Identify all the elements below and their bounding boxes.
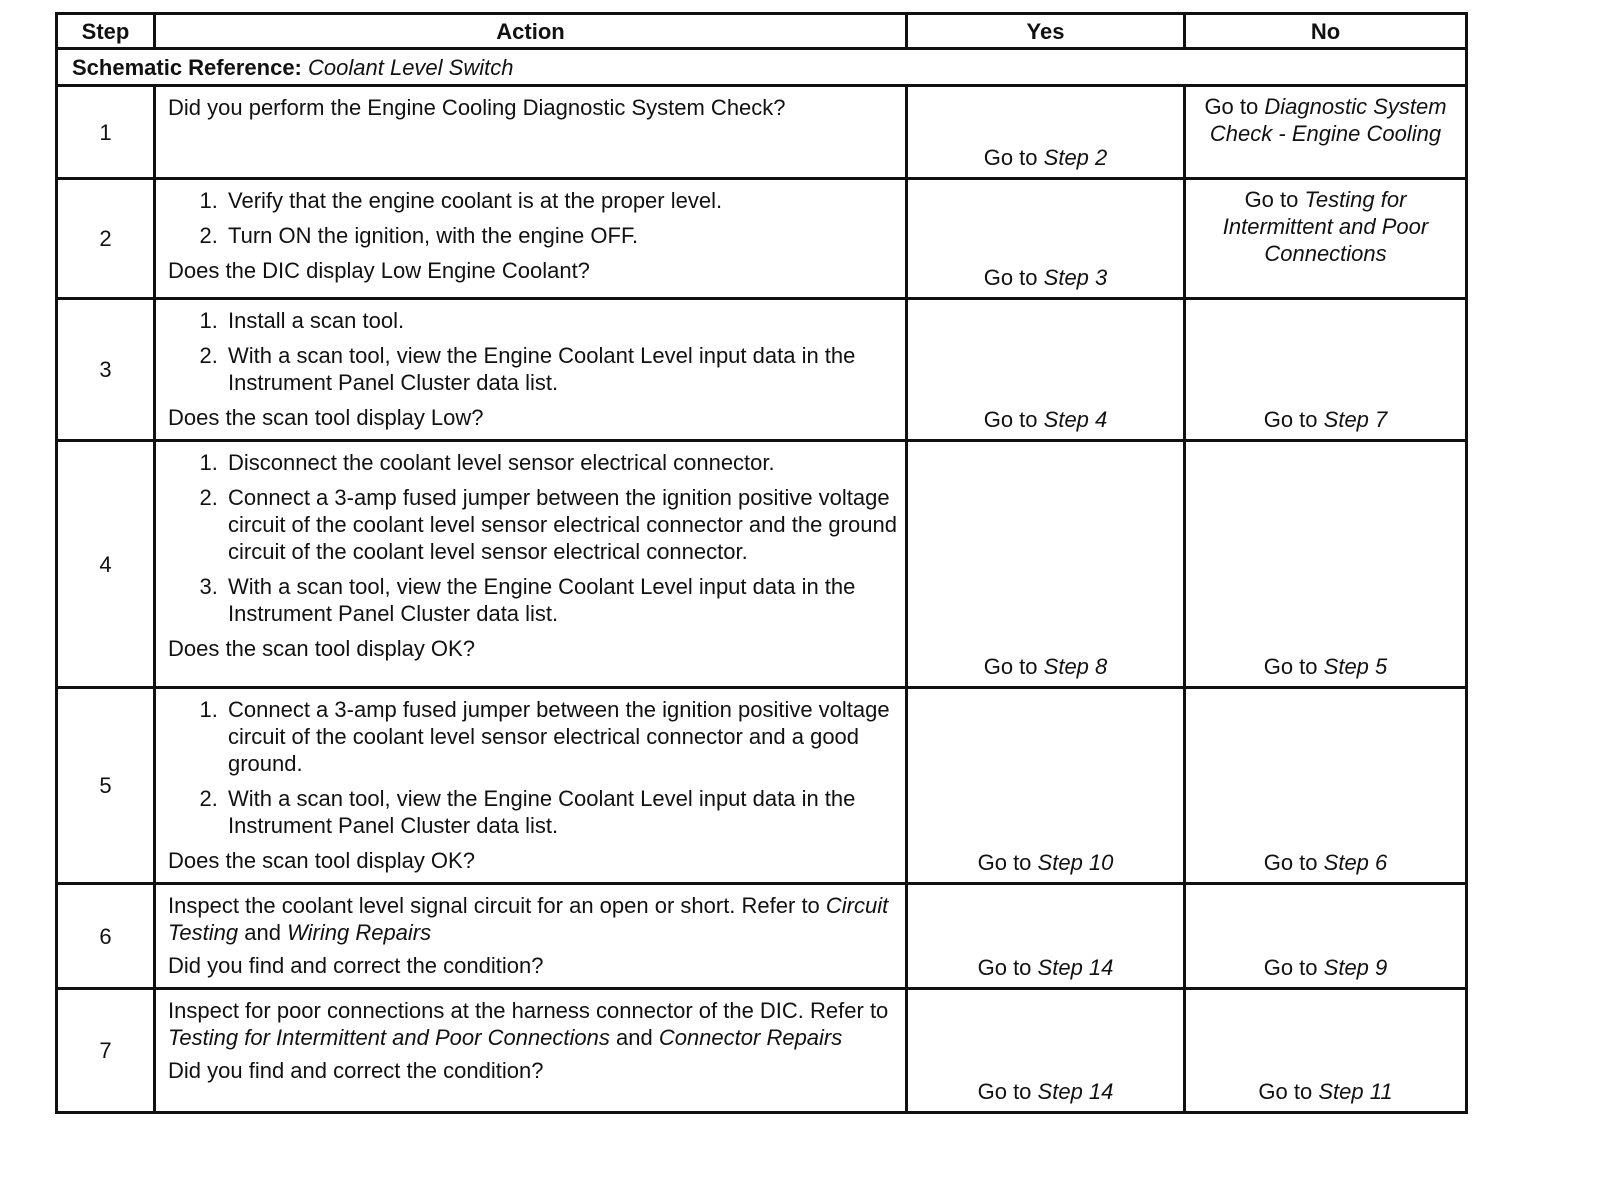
paragraph-text: Inspect the coolant level signal circuit for an open or short. Refer to (168, 893, 826, 918)
schematic-reference-value: Coolant Level Switch (308, 54, 514, 80)
yes-target: Step 14 (1037, 955, 1114, 980)
no-target: Testing for Intermittent and Poor Connections (1222, 187, 1429, 266)
no-target: Step 11 (1318, 1079, 1393, 1104)
table-row (57, 299, 1467, 441)
no-cell (1185, 441, 1467, 688)
table-row (57, 884, 1467, 989)
action-question: Does the scan tool display OK? (168, 636, 475, 661)
action-cell (155, 299, 907, 441)
action-question: Does the scan tool display Low? (168, 405, 484, 430)
no-target: Step 7 (1323, 407, 1388, 432)
reference-link-text: Circuit Testing (168, 893, 889, 945)
table-row (57, 179, 1467, 299)
yes-cell (907, 179, 1185, 299)
header-step: Step (57, 14, 155, 49)
no-prefix: Go to (1263, 654, 1318, 679)
action-paragraph (168, 892, 897, 946)
no-prefix: Go to (1258, 1079, 1313, 1104)
action-question: Did you find and correct the condition? (168, 1058, 544, 1083)
yes-target: Step 8 (1043, 654, 1108, 679)
table-row (57, 688, 1467, 884)
yes-cell (907, 86, 1185, 179)
yes-cell (907, 688, 1185, 884)
no-cell (1185, 299, 1467, 441)
no-target: Diagnostic System Check - Engine Cooling (1209, 94, 1447, 146)
instruction-item: 1. Install a scan tool. (224, 307, 897, 334)
no-cell (1185, 884, 1467, 989)
yes-cell (907, 884, 1185, 989)
no-target: Step 9 (1323, 955, 1388, 980)
action-question: Did you find and correct the condition? (168, 953, 544, 978)
step-number: 3 (57, 299, 155, 441)
step-number: 5 (57, 688, 155, 884)
paragraph-text: Inspect for poor connections at the harness connector of the DIC. Refer to (168, 998, 889, 1023)
no-cell (1185, 989, 1467, 1113)
step-number: 4 (57, 441, 155, 688)
yes-prefix: Go to (977, 955, 1032, 980)
header-yes: Yes (907, 14, 1185, 49)
no-prefix: Go to (1204, 94, 1259, 119)
instruction-item: 2. With a scan tool, view the Engine Coolant Level input data in the Instrument Panel Cluster data list. (224, 785, 897, 839)
no-target: Step 5 (1323, 654, 1388, 679)
yes-target: Step 2 (1043, 145, 1108, 170)
yes-prefix: Go to (977, 1079, 1032, 1104)
yes-target: Step 10 (1037, 850, 1114, 875)
header-action: Action (155, 14, 907, 49)
step-number: 2 (57, 179, 155, 299)
paragraph-text: and (609, 1025, 659, 1050)
yes-prefix: Go to (977, 850, 1032, 875)
instruction-list (168, 307, 897, 396)
reference-link-text: Wiring Repairs (287, 920, 432, 945)
paragraph-text: and (238, 920, 288, 945)
action-question: Does the scan tool display OK? (168, 848, 475, 873)
no-prefix: Go to (1263, 850, 1318, 875)
yes-prefix: Go to (983, 265, 1038, 290)
action-cell (155, 989, 907, 1113)
action-cell (155, 884, 907, 989)
action-question: Does the DIC display Low Engine Coolant? (168, 258, 590, 283)
table-row (57, 989, 1467, 1113)
no-cell (1185, 179, 1467, 299)
instruction-item: 2. With a scan tool, view the Engine Coolant Level input data in the Instrument Panel Cluster data list. (224, 342, 897, 396)
yes-cell (907, 989, 1185, 1113)
instruction-list (168, 449, 897, 627)
reference-link-text: Testing for Intermittent and Poor Connections (168, 1025, 610, 1050)
action-paragraph (168, 997, 897, 1051)
no-prefix: Go to (1244, 187, 1299, 212)
no-cell (1185, 688, 1467, 884)
yes-target: Step 14 (1037, 1079, 1114, 1104)
reference-link-text: Connector Repairs (658, 1025, 843, 1050)
instruction-item: 2. Connect a 3-amp fused jumper between the ignition positive voltage circuit of the coolant level sensor electrical connector and the ground circuit of the coolant level sensor electrical connector. (224, 484, 897, 565)
no-prefix: Go to (1263, 955, 1318, 980)
action-cell (155, 441, 907, 688)
header-row (57, 14, 1467, 49)
step-number: 6 (57, 884, 155, 989)
instruction-item: 1. Disconnect the coolant level sensor electrical connector. (224, 449, 897, 476)
yes-target: Step 4 (1043, 407, 1108, 432)
yes-prefix: Go to (983, 145, 1038, 170)
instruction-list (168, 187, 897, 249)
action-question: Did you perform the Engine Cooling Diagnostic System Check? (168, 95, 786, 120)
action-cell (155, 688, 907, 884)
instruction-item: 1. Verify that the engine coolant is at the proper level. (224, 187, 897, 214)
no-prefix: Go to (1263, 407, 1318, 432)
instruction-item: 2. Turn ON the ignition, with the engine OFF. (224, 222, 897, 249)
yes-prefix: Go to (983, 407, 1038, 432)
yes-cell (907, 441, 1185, 688)
schematic-reference-row (57, 49, 1467, 86)
step-number: 7 (57, 989, 155, 1113)
instruction-item: 1. Connect a 3-amp fused jumper between the ignition positive voltage circuit of the coolant level sensor electrical connector and a good ground. (224, 696, 897, 777)
no-cell (1185, 86, 1467, 179)
no-target: Step 6 (1323, 850, 1388, 875)
yes-cell (907, 299, 1185, 441)
table-row (57, 86, 1467, 179)
step-number: 1 (57, 86, 155, 179)
yes-prefix: Go to (983, 654, 1038, 679)
table-body (57, 49, 1467, 1113)
diagnostic-table (55, 12, 1468, 1114)
action-cell (155, 86, 907, 179)
instruction-item: 3. With a scan tool, view the Engine Coolant Level input data in the Instrument Panel Cluster data list. (224, 573, 897, 627)
instruction-list (168, 696, 897, 839)
yes-target: Step 3 (1043, 265, 1108, 290)
action-cell (155, 179, 907, 299)
table-row (57, 441, 1467, 688)
schematic-reference (57, 49, 1467, 86)
header-no: No (1185, 14, 1467, 49)
schematic-reference-label: Schematic Reference: (72, 54, 302, 80)
